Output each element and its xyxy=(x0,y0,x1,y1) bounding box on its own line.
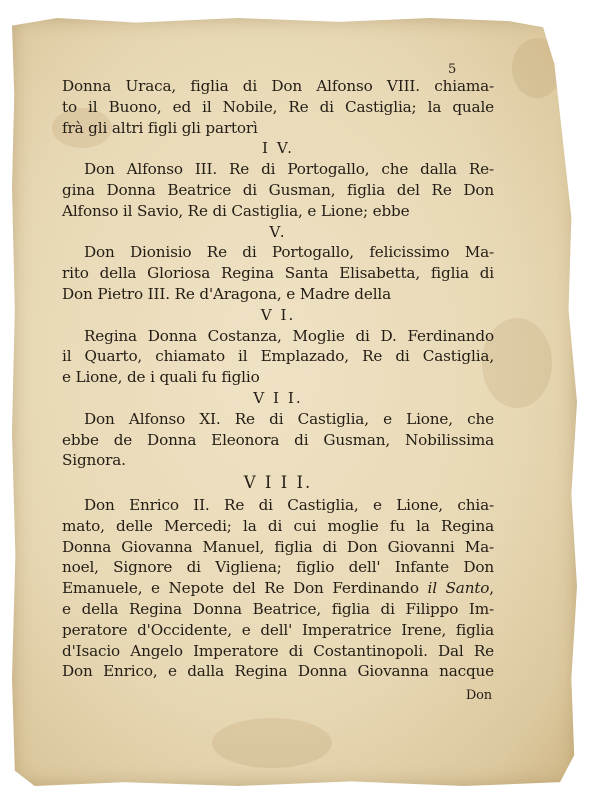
text-run: V I I. xyxy=(253,388,303,407)
text-run: V I. xyxy=(260,305,296,324)
page-number: 5 xyxy=(448,62,457,77)
text-run: rito della Gloriosa Regina Santa Elisabetta, figlia di xyxy=(62,264,494,283)
text-run: V I I I. xyxy=(243,473,313,493)
text-run: il Quarto, chiamato il Emplazado, Re di Castiglia, xyxy=(62,347,494,366)
text-line xyxy=(62,599,494,620)
text-line xyxy=(62,263,494,284)
stain xyxy=(212,718,332,768)
section-heading xyxy=(62,388,494,409)
text-line xyxy=(62,620,494,641)
section-heading xyxy=(62,138,494,159)
text-run: I V. xyxy=(262,139,294,158)
text-run: Donna Giovanna Manuel, figlia di Don Giovanni Ma- xyxy=(62,537,494,556)
text-run: Don Alfonso XI. Re di Castiglia, e Lione, che xyxy=(84,409,494,428)
text-run: Don Alfonso III. Re di Portogallo, che dalla Re- xyxy=(84,160,494,179)
text-line xyxy=(62,76,494,97)
section-heading xyxy=(62,473,494,494)
text-line xyxy=(62,242,494,263)
text-run: e della Regina Donna Beatrice, figlia di Filippo Im- xyxy=(62,599,494,618)
text-run: Don Dionisio Re di Portogallo, felicissimo Ma- xyxy=(84,243,494,262)
section-heading xyxy=(62,305,494,326)
text-line xyxy=(62,367,494,388)
text-run: to il Buono, ed il Nobile, Re di Castiglia; la quale xyxy=(62,97,494,116)
text-line xyxy=(62,516,494,537)
text-run: ebbe de Donna Eleonora di Gusman, Nobilissima xyxy=(62,430,494,449)
text-line xyxy=(62,326,494,347)
text-line xyxy=(62,578,494,599)
text-line xyxy=(62,201,494,222)
text-run: noel, Signore di Vigliena; figlio dell' Infante Don xyxy=(62,558,494,577)
text-line xyxy=(62,346,494,367)
text-line xyxy=(62,450,494,471)
text-run: peratore d'Occidente, e dell' Imperatrice Irene, figlia xyxy=(62,620,494,639)
text-line xyxy=(62,661,494,682)
text-line xyxy=(62,430,494,451)
text-line xyxy=(62,537,494,558)
text-line xyxy=(62,118,494,139)
text-run: frà gli altri figli gli partorì xyxy=(62,118,258,137)
text-run: d'Isacio Angelo Imperatore di Costantinopoli. Dal Re xyxy=(62,641,494,660)
text-run: , xyxy=(489,579,494,598)
text-run: Alfonso il Savio, Re di Castiglia, e Lione; ebbe xyxy=(62,201,410,220)
text-run: Donna Uraca, figlia di Don Alfonso VIII. chiama- xyxy=(62,77,494,95)
text-line xyxy=(62,495,494,516)
text-line xyxy=(62,409,494,430)
text-block xyxy=(62,76,494,707)
stain xyxy=(512,38,562,98)
text-run: Don Enrico II. Re di Castiglia, e Lione, chia- xyxy=(84,495,494,514)
catchword: Don xyxy=(465,688,492,704)
text-run: Emanuele, e Nepote del Re Don Ferdinando xyxy=(62,579,428,598)
text-line xyxy=(62,97,494,118)
text-line xyxy=(62,180,494,201)
text-line xyxy=(62,284,494,305)
section-heading xyxy=(62,222,494,243)
text-line xyxy=(62,159,494,180)
text-run: Don Enrico, e dalla Regina Donna Giovanna nacque xyxy=(62,662,494,681)
text-run: Don Pietro III. Re d'Aragona, e Madre della xyxy=(62,284,392,303)
text-run: Signora. xyxy=(62,451,126,470)
text-run: gina Donna Beatrice di Gusman, figlia del Re Don xyxy=(62,180,494,199)
text-run: mato, delle Mercedi; la di cui moglie fu la Regina xyxy=(62,516,494,535)
text-run: Regina Donna Costanza, Moglie di D. Ferdinando xyxy=(84,326,494,345)
text-run: V. xyxy=(269,222,287,241)
text-line xyxy=(62,641,494,662)
text-run: e Lione, de i quali fu figlio xyxy=(62,368,260,387)
text-line xyxy=(62,557,494,578)
italic-epithet: il Santo xyxy=(427,579,490,598)
